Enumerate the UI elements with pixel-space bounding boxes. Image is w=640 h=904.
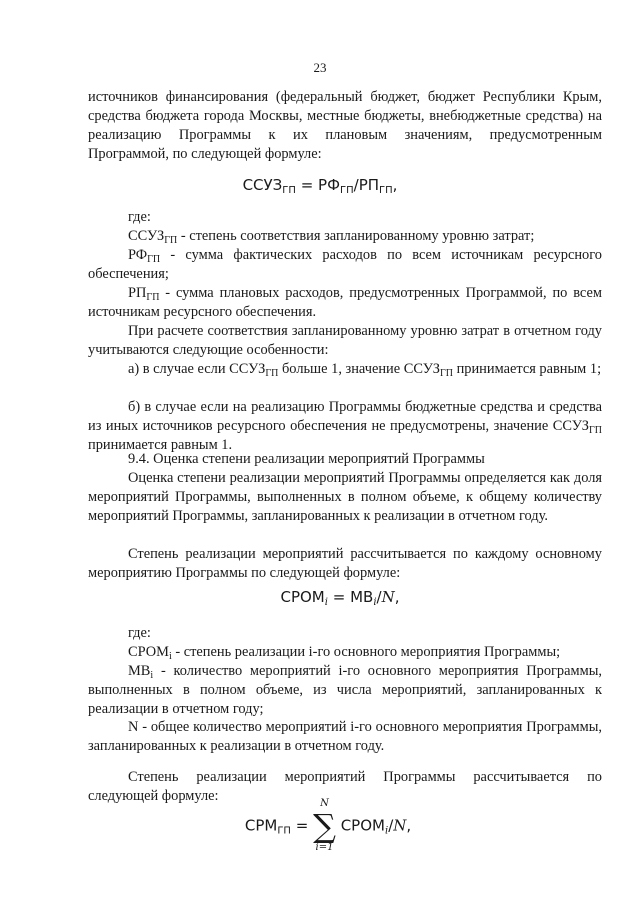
- case-b: б) в случае если на реализацию Программы бюджетные средства и средства из иных источников ресурсного обеспечения не предусмотрены, значение $ССУЗ_{ГП}$ принимается равным 1.: [88, 399, 602, 453]
- definition-ssuz: $ССУЗ_{ГП}$ - степень соответствия запланированному уровню затрат;: [128, 228, 535, 246]
- definition-rf: $РФ_{ГП}$ - сумма фактических расходов по всем источникам ресурсного обеспечения;: [88, 247, 602, 282]
- page-number: 23: [313, 60, 327, 75]
- paragraph-features: При расчете соответствия запланированному уровню затрат в отчетном году учитываются следующие особенности:: [88, 323, 602, 358]
- case-a: а) в случае если $ССУЗ_{ГП}$ больше 1, значение $ССУЗ_{ГП}$ принимается равным 1;: [128, 361, 602, 379]
- paragraph-calculation: Степень реализации мероприятий рассчитывается по каждому основному мероприятию Программы по следующей формуле:: [88, 546, 602, 581]
- formula-srom: $СРОМ_i = МВ_i/N$,: [280, 588, 400, 608]
- where-label-1: где:: [128, 209, 151, 225]
- where-label-2: где:: [128, 625, 151, 641]
- definition-rp: $РП_{ГП}$ - сумма плановых расходов, предусмотренных Программой, по всем источникам ресурсного обеспечения.: [88, 285, 602, 320]
- paragraph-assessment: Оценка степени реализации мероприятий Программы определяется как доля мероприятий Программы, выполненных в полном объеме, к общему количеству мероприятий Программы, запланированных к реализации в отчетном году.: [88, 470, 602, 524]
- definition-srom: $СРОМ_i$ - степень реализации i-го основного мероприятия Программы;: [128, 644, 561, 662]
- paragraph-program-formula: Степень реализации мероприятий Программы рассчитывается по следующей формуле:: [88, 769, 602, 804]
- paragraph-sources: источников финансирования (федеральный бюджет, бюджет Республики Крым, средства бюджета города Москвы, местные бюджеты, внебюджетные средства) на реализацию Программы к их плановым значениям, предусмотренным Программой, по следующей формуле:: [88, 89, 602, 162]
- formula-srm: $СРМ_{ГП}$ = N ∑ i=1 $СРОМ_i/N$,: [244, 798, 412, 853]
- section-heading-9-4: 9.4. Оценка степени реализации мероприятий Программы: [128, 451, 485, 467]
- definition-mv: $МВ_i$ - количество мероприятий i-го основного мероприятия Программы, выполненных в полном объеме, из числа мероприятий, запланированных к реализации в отчетном году;: [88, 663, 602, 717]
- definition-n: N - общее количество мероприятий i-го основного мероприятия Программы, запланированных к реализации в отчетном году.: [88, 719, 602, 754]
- formula-ssuz: $ССУЗ_{ГП} = РФ_{ГП}/РП_{ГП}$,: [242, 176, 398, 196]
- summation-sign: N ∑ i=1: [313, 798, 336, 853]
